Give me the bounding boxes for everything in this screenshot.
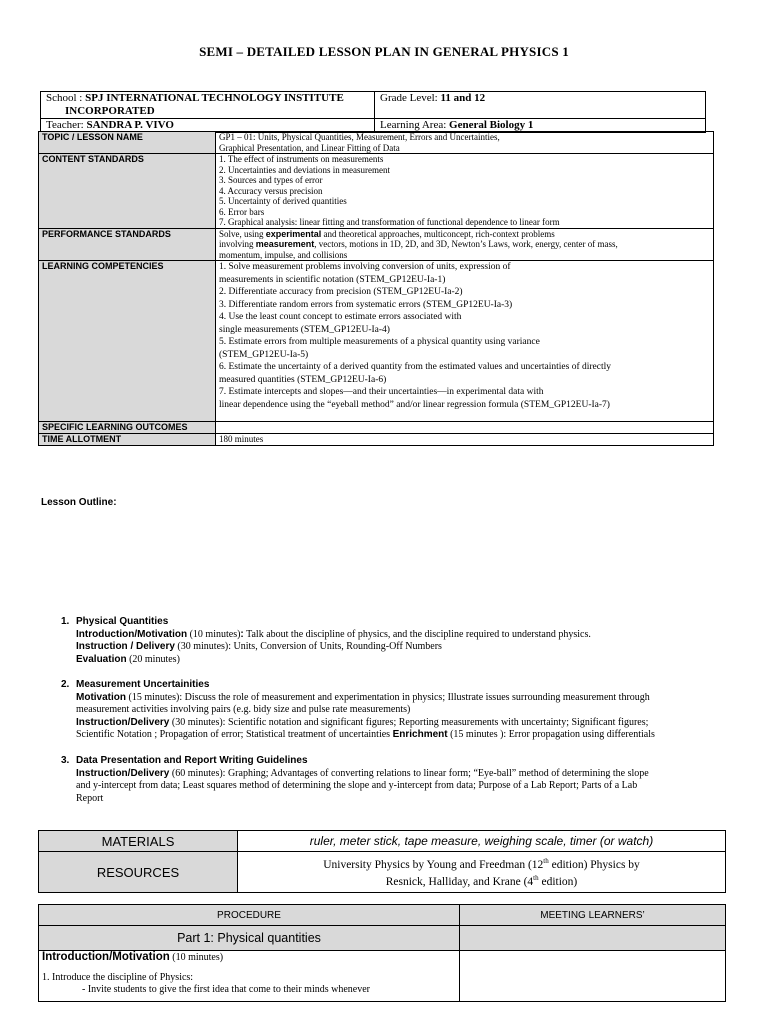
outline-section-1: 1. Physical Quantities Introduction/Motivation (10 minutes): Talk about the discipline of physics, and the discipline required to understand physics. Instruction / Delivery (30 minutes): Units, Conversion of Units, Rounding-Off Numbers Evaluation (20 minutes): [61, 616, 721, 666]
performance-standards-label: PERFORMANCE STANDARDS: [39, 228, 216, 261]
intro-motivation-cell: Introduction/Motivation (10 minutes) 1. Introduce the discipline of Physics: - Invite students to give the first idea that come to their minds whenever: [39, 951, 460, 1002]
part1-side-cell: [460, 926, 726, 951]
resources-value: University Physics by Young and Freedman (12th edition) Physics by Resnick, Halliday, and Krane (4th edition): [238, 852, 726, 893]
teacher-cell: Teacher: SANDRA P. VIVO: [41, 119, 375, 133]
grade-cell: Grade Level: 11 and 12: [375, 92, 706, 119]
procedure-table: [38, 904, 726, 1002]
teacher-name: SANDRA P. VIVO: [86, 119, 174, 131]
procedure-header: PROCEDURE: [39, 905, 460, 926]
content-standards-list: 1. The effect of instruments on measurements 2. Uncertainties and deviations in measurement 3. Sources and types of error 4. Accuracy versus precision 5. Uncertainty of derived quantities 6. Error bars 7. Graphical analysis: linear fitting and transformation of functional dependence to linear form: [216, 154, 714, 229]
school-name-cont: INCORPORATED: [65, 105, 155, 117]
materials-value: ruler, meter stick, tape measure, weighing scale, timer (or watch): [238, 831, 726, 852]
section-title: Physical Quantities: [76, 616, 169, 627]
school-name: SPJ INTERNATIONAL TECHNOLOGY INSTITUTE: [85, 92, 344, 104]
topic-value: GP1 – 01: Units, Physical Quantities, Measurement, Errors and Uncertainties, Graphical Presentation, and Linear Fitting of Data: [216, 132, 714, 154]
meeting-learners-cell: [460, 951, 726, 1002]
lesson-outline-heading: Lesson Outline:: [41, 497, 117, 508]
topic-label: TOPIC / LESSON NAME: [39, 132, 216, 154]
grade-value: 11 and 12: [440, 92, 486, 104]
materials-label: MATERIALS: [39, 831, 238, 852]
section-title: Measurement Uncertainities: [76, 679, 210, 690]
time-allotment-value: 180 minutes: [216, 434, 714, 446]
meeting-learners-header: MEETING LEARNERS’: [460, 905, 726, 926]
time-allotment-label: TIME ALLOTMENT: [39, 434, 216, 446]
resources-label: RESOURCES: [39, 852, 238, 893]
performance-standards-text: Solve, using experimental and theoretical approaches, multiconcept, rich-context problems involving measurement, vectors, motions in 1D, 2D, and 3D, Newton’s Laws, work, energy, center of mass, momentum, impulse, and collisions: [216, 228, 714, 261]
learning-competencies-label: LEARNING COMPETENCIES: [39, 261, 216, 422]
outline-section-2: 2. Measurement Uncertainities Motivation (15 minutes): Discuss the role of measurement and experimentation in physics; Illustrate issues surrounding measurement through measurement activities involving pairs (e.g. bidy size and pulse rate measurements) Instruction/Delivery (30 minutes): Scientific notation and significant figures; Reporting measurements with uncertainty; Significant figures; Scientific Notation ; Propagation of error; Statistical treatment of uncertainties Enrichment (15 minutes ): Error propagation using differentials: [61, 679, 721, 742]
specific-outcomes-value: [216, 422, 714, 434]
header-info-table: [40, 91, 706, 133]
section-title: Data Presentation and Report Writing Guidelines: [76, 755, 308, 766]
materials-table: [38, 830, 726, 893]
learning-area-value: General Biology 1: [449, 119, 534, 131]
document-title: SEMI – DETAILED LESSON PLAN IN GENERAL PHYSICS 1: [199, 44, 569, 59]
outline-section-3: 3. Data Presentation and Report Writing Guidelines Instruction/Delivery (60 minutes): Graphing; Advantages of converting relations to linear form; “Eye-ball” method of determining the slope and y-intercept from data; Least squares method of determining the slope and y-intercept from data; Purpose of a Lab Report; Parts of a Lab Report: [61, 755, 721, 805]
content-standards-label: CONTENT STANDARDS: [39, 154, 216, 229]
learning-competencies-list: 1. Solve measurement problems involving conversion of units, expression of measurements in scientific notation (STEM_GP12EU-Ia-1) 2. Differentiate accuracy from precision (STEM_GP12EU-Ia-2) 3. Differentiate random errors from systematic errors (STEM_GP12EU-Ia-3) 4. Use the least count concept to estimate errors associated with single measurements (STEM_GP12EU-Ia-4) 5. Estimate errors from multiple measurements of a physical quantity using variance (STEM_GP12EU-Ia-5) 6. Estimate the uncertainty of a derived quantity from the estimated values and uncertainties of directly measured quantities (STEM_GP12EU-Ia-6) 7. Estimate intercepts and slopes—and their uncertainties—in experimental data with linear dependence using the “eyeball method” and/or linear regression formula (STEM_GP12EU-Ia-7): [216, 261, 714, 422]
part1-heading: Part 1: Physical quantities: [39, 926, 460, 951]
lesson-details-table: [38, 131, 714, 446]
learning-area-cell: Learning Area: General Biology 1: [375, 119, 706, 133]
school-cell: School : SPJ INTERNATIONAL TECHNOLOGY INSTITUTE INCORPORATED: [41, 92, 375, 119]
specific-outcomes-label: SPECIFIC LEARNING OUTCOMES: [39, 422, 216, 434]
